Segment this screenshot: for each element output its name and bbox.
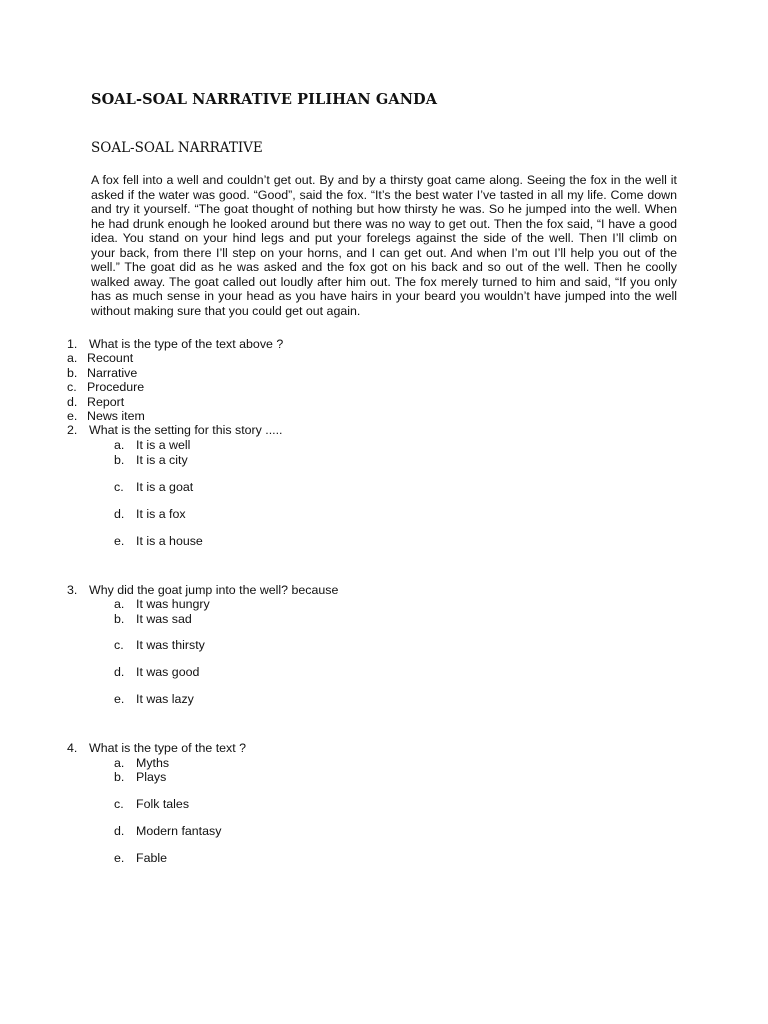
question-1-option-b [67, 366, 137, 380]
question-1-option-e [67, 409, 145, 423]
question-4-option-e [114, 851, 167, 865]
option-text: Report [87, 395, 125, 409]
option-text: It was thirsty [136, 638, 205, 652]
question-4-option-d [114, 824, 221, 838]
question-3-option-e [114, 692, 194, 706]
option-key: c. [114, 638, 124, 652]
option-key: a. [67, 351, 78, 365]
question-number: 3. [67, 583, 78, 597]
story-passage [91, 173, 677, 318]
option-key: d. [114, 507, 125, 521]
option-text: It is a city [136, 453, 188, 467]
option-text: It was lazy [136, 692, 194, 706]
question-1-option-c [67, 380, 144, 394]
option-key: a. [114, 438, 125, 452]
option-key: e. [67, 409, 78, 423]
question-text: What is the type of the text above ? [89, 337, 284, 351]
passage-line: your back, from there I’ll step on your horns, and I can get out. And when I’m out I’ll help you out of the [91, 245, 677, 260]
option-key: d. [114, 665, 125, 679]
passage-line: has as much sense in your head as you have hairs in your beard you wouldn’t have jumped into the well [91, 289, 677, 303]
option-key: e. [114, 534, 125, 548]
question-3-option-b [114, 612, 192, 626]
option-key: c. [114, 480, 124, 494]
question-text: What is the setting for this story ..... [89, 423, 283, 437]
question-text: Why did the goat jump into the well? because [89, 583, 339, 597]
passage-line: well.” The goat did as he was asked and the fox got on his back and so out of the well. Then he coolly [91, 260, 677, 274]
option-text: Plays [136, 770, 167, 784]
option-key: b. [114, 612, 125, 626]
option-key: b. [114, 453, 125, 467]
question-4-option-a [114, 756, 169, 770]
option-text: News item [87, 409, 145, 423]
question-4-option-b [114, 770, 166, 784]
document-title: SOAL-SOAL NARRATIVE PILIHAN GANDA [91, 91, 438, 108]
question-3-option-c [114, 638, 205, 652]
option-key: b. [67, 366, 78, 380]
option-text: It was good [136, 665, 200, 679]
option-text: It was hungry [136, 597, 210, 611]
option-text: Modern fantasy [136, 824, 222, 838]
question-4-option-c [114, 797, 189, 811]
passage-line: idea. You stand on your hind legs and put your forelegs against the side of the well. Then I’ll climb on [91, 231, 677, 245]
question-1-option-a [67, 351, 133, 365]
option-text: Fable [136, 851, 167, 865]
question-2 [67, 423, 283, 437]
question-number: 4. [67, 741, 78, 755]
option-key: d. [67, 395, 78, 409]
question-2-option-c [114, 480, 193, 494]
option-text: Myths [136, 756, 170, 770]
passage-line: and try it yourself. “The goat thought of nothing but how thirsty he was. So he jumped into the well. When [91, 202, 677, 216]
option-text: It is a fox [136, 507, 186, 521]
option-text: Procedure [87, 380, 145, 394]
question-2-option-d [114, 507, 186, 521]
option-key: a. [114, 756, 125, 770]
option-text: It is a goat [136, 480, 194, 494]
passage-line: without making sure that you could get out again. [91, 303, 361, 318]
option-key: d. [114, 824, 125, 838]
passage-line: walked away. The goat called out loudly after him out. The fox merely turned to him and said, “If you only [91, 274, 677, 289]
question-number: 2. [67, 423, 78, 437]
question-3 [67, 583, 338, 597]
question-1-option-d [67, 395, 124, 409]
document-subtitle: SOAL-SOAL NARRATIVE [91, 140, 263, 156]
option-key: c. [67, 380, 77, 394]
question-2-option-a [114, 438, 190, 452]
option-text: It was sad [136, 612, 192, 626]
option-key: c. [114, 797, 124, 811]
question-4 [67, 741, 246, 755]
option-key: e. [114, 692, 125, 706]
question-number: 1. [67, 337, 78, 351]
passage-line: A fox fell into a well and couldn’t get out. By and by a thirsty goat came along. Seeing the fox in the well it [91, 173, 677, 187]
option-key: e. [114, 851, 125, 865]
option-text: It is a house [136, 534, 203, 548]
option-key: a. [114, 597, 125, 611]
question-text: What is the type of the text ? [89, 741, 247, 755]
option-text: Folk tales [136, 797, 190, 811]
passage-line: he had drunk enough he looked around but there was no way to get out. Then the fox said, “I have a good [91, 216, 677, 231]
question-2-option-b [114, 453, 188, 467]
option-key: b. [114, 770, 125, 784]
question-1 [67, 337, 283, 351]
question-3-option-a [114, 597, 210, 611]
question-2-option-e [114, 534, 203, 548]
option-text: Narrative [87, 366, 138, 380]
option-text: It is a well [136, 438, 191, 452]
passage-line: asked if the water was good. “Good”, said the fox. “It’s the best water I’ve tasted in all my life. Come down [91, 187, 677, 202]
question-3-option-d [114, 665, 199, 679]
option-text: Recount [87, 351, 134, 365]
